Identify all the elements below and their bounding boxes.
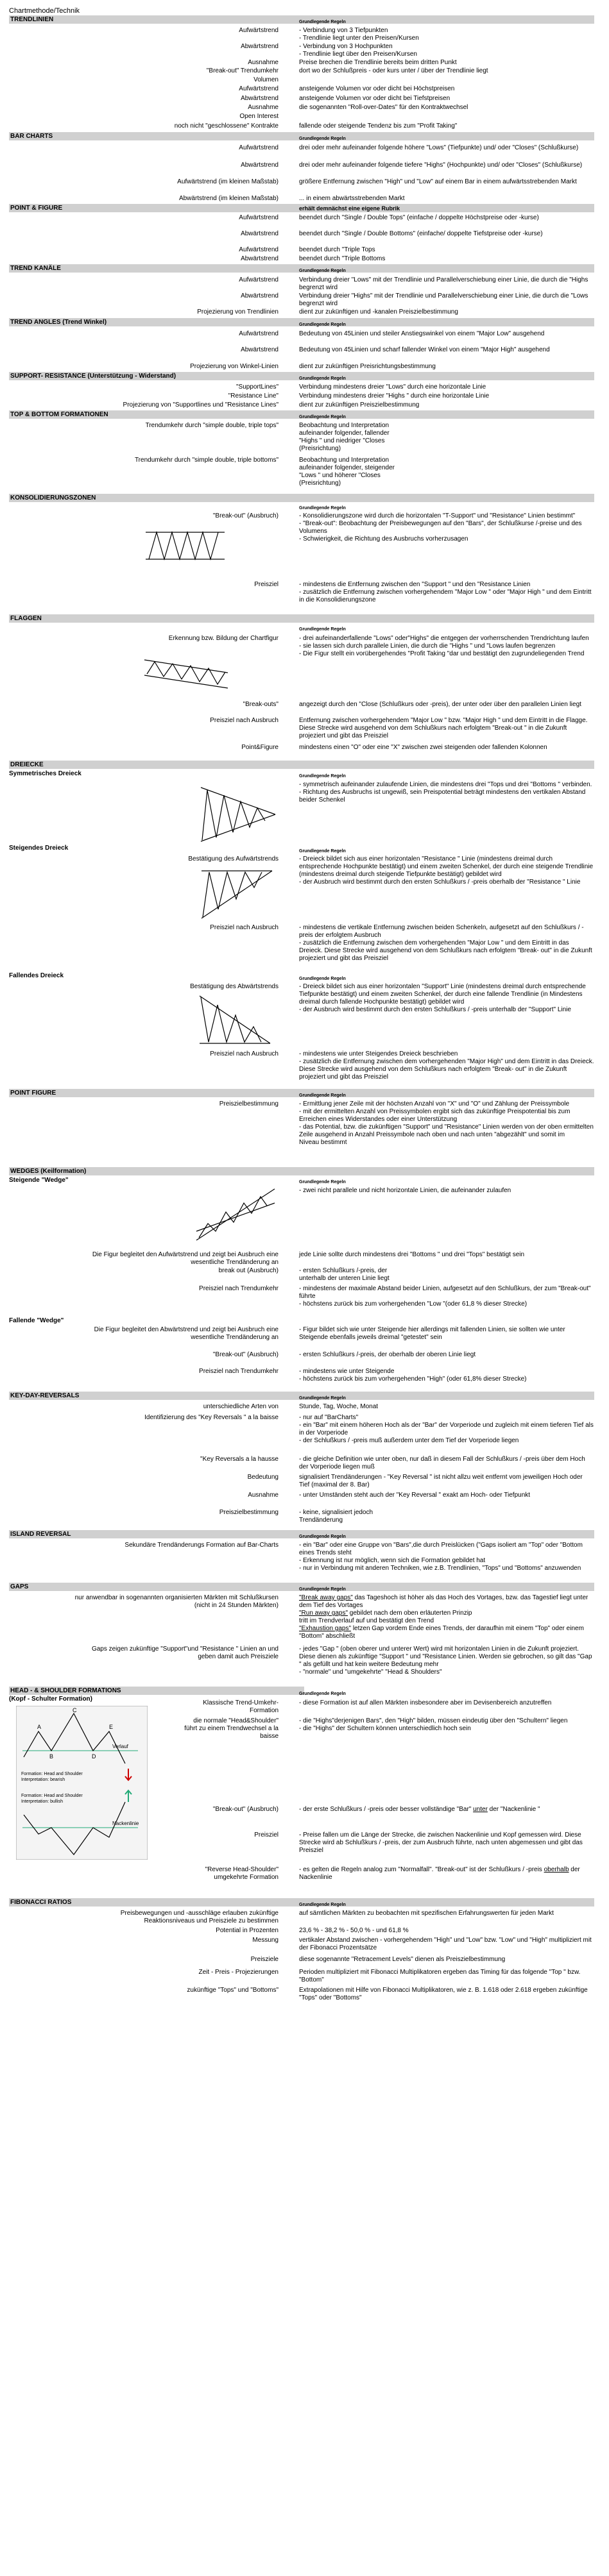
row-value: - drei aufeinanderfallende "Lows" oder"Highs" die entgegen der vorherrschenden Trendrichtung laufen - sie lassen sich durch parallele Linien, die durch die "Highs " und "Lows laufen begrenzen - Die Figur stellt ein vorübergehendes "Profit Taking "dar und bestätigt den zugrundeliegenden Trend xyxy=(299,635,589,657)
row-label: Aufwärtstrend xyxy=(239,276,279,283)
row-label: Potential in Prozenten xyxy=(216,1927,279,1934)
row-label: Abwärtstrend xyxy=(241,95,279,102)
gap-type-term: "Run away gaps" xyxy=(299,1610,348,1617)
column-header: Grundlegende Regeln xyxy=(299,376,346,381)
head-shoulder-figure xyxy=(16,1706,148,1860)
document-title: Chartmethode/Technik xyxy=(9,7,80,15)
row-label: "Break-out" (Ausbruch) xyxy=(212,1351,279,1358)
breakout-text: der "Nackenlinie " xyxy=(487,1806,540,1813)
row-label: Ausnahme xyxy=(248,104,279,111)
row-label: "Reverse Head-Shoulder" umgekehrte Formation xyxy=(205,1866,279,1881)
row-value: die sogenannten "Roll-over-Dates" für den Kontraktwechsel xyxy=(299,104,468,111)
row-value: diese sogenannte "Retracement Levels" dienen als Preiszielbestimmung xyxy=(299,1956,506,1963)
row-value: - ersten Schlußkurs /-preis, der oberhalb der oberen Linie liegt xyxy=(299,1351,476,1358)
row-label: Messung xyxy=(252,1937,279,1944)
reverse-emphasis: oberhalb xyxy=(544,1866,569,1873)
row-label: Ausnahme xyxy=(248,1492,279,1499)
legend-interpretation: Interpretation: bearish xyxy=(21,1778,65,1782)
consolidation-zone-figure xyxy=(142,525,229,567)
column-header: Grundlegende Regeln xyxy=(299,137,346,141)
row-value: - mindestens wie unter Steigende - höchstens zurück bis zum vorhergehenden "High" (oder 61,8% dieser Strecke) xyxy=(299,1368,527,1383)
subsection-title: Fallende "Wedge" xyxy=(9,1317,64,1324)
row-value: - mindestens der maximale Abstand beider Linien, aufgesetzt auf den Schlußkurs, der zum "Break-out" führte - höchstens zurück bis zum vorhergehenden "Low "(oder 61,8 % dieser Strecke) xyxy=(299,1285,591,1308)
row-value: - Preise fallen um die Länge der Strecke, die zwischen Nackenlinie und Kopf gemessen wird. Diese Strecke wird ab Schlußkurs / -preis, der zum Ausbruch führte, nach unten abgemessen und gibt das Preisziel xyxy=(299,1831,583,1854)
row-value: - mindestens die vertikale Entfernung zwischen beiden Schenkeln, aufgesetzt auf den Schlußkurs / -preis der erfolgtem Ausbruch - zusätzlich die Entfernung zwischen dem vorhergehenden "Major Low " und dem Eintritt in das Dreieck. Diese Strecke wird ausgehend von dem Schlußkurs nach erfolgtem "Break- out" in die Zukunft projeziert und gibt das Preisziel xyxy=(299,924,592,962)
gap-type-term: "Exhaustion gaps" xyxy=(299,1625,352,1632)
row-label: Die Figur begleitet den Aufwärtstrend und zeigt bei Ausbruch eine wesentliche Trendänderung an xyxy=(92,1251,279,1266)
section-top-bottom: TOP & BOTTOM FORMATIONEN xyxy=(9,410,594,419)
section-key-day-reversals: KEY-DAY-REVERSALS xyxy=(9,1392,594,1400)
row-label: Sekundäre Trendänderungs Formation auf Bar-Charts xyxy=(124,1542,279,1549)
neckline-label: Verlauf xyxy=(112,1744,128,1749)
row-value: ansteigende Volumen vor oder dicht bei Höchstpreisen xyxy=(299,85,455,92)
row-value: - diese Formation ist auf allen Märkten insbesondere aber im Devisenbereich anzutreffen xyxy=(299,1699,552,1706)
section-support-resistance: SUPPORT- RESISTANCE (Unterstützung - Widerstand) xyxy=(9,372,594,380)
row-label: Erkennung bzw. Bildung der Chartfigur xyxy=(168,635,279,642)
column-header: Grundlegende Regeln xyxy=(299,415,346,419)
gap-type-desc: letzen Gap vordem Ende eines Trends, der daraufhin mit einem "Top" oder einem "Bottom" abschließt xyxy=(299,1625,584,1640)
subsection-title: Steigendes Dreieck xyxy=(9,845,69,852)
row-label: Trendumkehr durch "simple double, triple tops" xyxy=(145,422,279,429)
row-label: Preisziel xyxy=(254,581,279,588)
row-label: Bedeutung xyxy=(247,1474,279,1481)
column-header: Grundlegende Regeln xyxy=(299,323,346,327)
subsection-title: Symmetrisches Dreieck xyxy=(9,770,81,777)
row-label: zukünftige "Tops" und "Bottoms" xyxy=(187,1987,279,1994)
row-value: - Verbindung von 3 Hochpunkten - Trendlinie liegt über den Preisen/Kursen xyxy=(299,43,417,58)
row-label: unterschiedliche Arten von xyxy=(203,1403,279,1410)
row-label: "Break-out" (Ausbruch) xyxy=(212,512,279,519)
row-value: beendet durch "Triple Bottoms xyxy=(299,255,386,262)
reverse-text: - es gelten die Regeln analog zum "Normalfall". "Break-out" ist der Schlußkurs / -preis xyxy=(299,1866,544,1873)
row-value: Verbindung mindestens dreier "Lows" durch eine horizontale Linie xyxy=(299,383,486,391)
row-value: - Konsolidierungszone wird durch die horizontalen "T-Support" und "Resistance" Linien bestimmt" - "Break-out": Beobachtung der Preisbewegungen auf den "Bars", der Schlußkurse /-preise und des Volumens - Schwierigkeit, die Richtung des Ausbruchs vorherzusagen xyxy=(299,512,582,543)
row-label: Point&Figure xyxy=(241,744,279,751)
row-label: Projezierung von "Supportlines und "Resistance Lines" xyxy=(123,401,279,408)
column-header: Grundlegende Regeln xyxy=(299,506,346,510)
row-value: - unter Umständen steht auch der "Key Reversal " exakt am Hoch- oder Tiefpunkt xyxy=(299,1492,531,1499)
column-header: Grundlegende Regeln xyxy=(299,627,346,632)
row-value: angezeigt durch den "Close (Schlußkurs oder -preis), der unter oder über den parallelen Linien liegt xyxy=(299,701,581,708)
row-value: - mindestens wie unter Steigendes Dreieck beschrieben - zusätzlich die Entfernung zwischen dem vorhergehenden "Major High" und dem Eintritt in das Dreieck. Diese Strecke wird ausgehend von dem Schlußkurs nach erfolgtem "Break- out" in die Zukunft projeziert und gibt das Preisziel xyxy=(299,1050,594,1081)
gap-type-term: "Break away gaps" xyxy=(299,1594,353,1601)
row-value: dient zur zukünftigen Preiszielbestimmung xyxy=(299,401,420,408)
section-trend-kanaele: TREND KANÄLE xyxy=(9,264,594,273)
row-value: Verbindung dreier "Lows" mit der Trendlinie und Parallelverschiebung einer Linie, die durch die "Highs begrenzt wird xyxy=(299,276,588,291)
row-value: 23,6 % - 38,2 % - 50,0 % - und 61,8 % xyxy=(299,1927,409,1934)
column-header: Grundlegende Regeln xyxy=(299,1396,346,1401)
column-header: Grundlegende Regeln xyxy=(299,774,346,779)
row-label: Preisziel nach Ausbruch xyxy=(210,717,279,724)
subsection-title: Steigende "Wedge" xyxy=(9,1177,69,1184)
row-label: Abwärtstrend xyxy=(241,292,279,299)
row-label: Aufwärtstrend xyxy=(239,27,279,34)
row-label: Aufwärtstrend xyxy=(239,85,279,92)
row-label: "Break-out" (Ausbruch) xyxy=(212,1806,279,1813)
row-label: Open Interest xyxy=(239,113,279,120)
subsection-title: (Kopf - Schulter Formation) xyxy=(9,1696,92,1703)
flag-figure xyxy=(138,651,234,696)
section-fibonacci: FIBONACCI RATIOS xyxy=(9,1898,594,1907)
row-value: - die "Highs"derjenigen Bars", den "High" bilden, müssen eindeutig über den "Schultern" liegen - die "Highs" der Schultern können unterschiedlich hoch sein xyxy=(299,1717,568,1732)
row-value: - Dreieck bildet sich aus einer horizontalen "Support" Linie (mindestens dreimal durch entsprechende Tiefpunkte bestätigt) und einem zweiten Schenkel, der durch eine fallende Trendlinie (in Mindestens dreimal durch fallende Hochpunkte bestätigt) gebildet wird - der Ausbruch wird bestimmt durch den ersten Schlußkurs / -preis unterhalb der "Support" Linie xyxy=(299,983,586,1013)
section-gaps: GAPS xyxy=(9,1583,594,1591)
row-value: Stunde, Tag, Woche, Monat xyxy=(299,1403,379,1410)
column-header: Grundlegende Regeln xyxy=(299,977,346,981)
row-value: Preise brechen die Trendlinie bereits beim dritten Punkt xyxy=(299,59,457,66)
row-label: Aufwärtstrend xyxy=(239,246,279,253)
row-label: Bestätigung des Abwärtstrends xyxy=(190,983,279,990)
row-value: - Figur bildet sich wie unter Steigende hier allerdings mit fallenden Linien, sie sollten wie unter Steigende ebenfalls jeweils dreimal "getestet" sein xyxy=(299,1326,565,1341)
legend-formation: Formation: Head and Shoulder xyxy=(21,1772,83,1776)
row-label: Aufwärtstrend xyxy=(239,330,279,337)
row-label: Die Figur begleitet den Abwärtstrend und zeigt bei Ausbruch eine wesentliche Trendänderung an xyxy=(94,1326,279,1341)
breakout-text: - der erste Schlußkurs / -preis oder besser vollständige "Bar" xyxy=(299,1806,474,1813)
row-value: - zwei nicht parallele und nicht horizontale Linien, die aufeinander zulaufen xyxy=(299,1187,511,1194)
row-label: Preisbewegungen und -ausschläge erlauben zukünftige Reaktionsniveaus und Preisziele zu bestimmen xyxy=(120,1910,279,1924)
row-label: Abwärtstrend xyxy=(241,162,279,169)
section-trend-angles: TREND ANGLES (Trend Winkel) xyxy=(9,318,594,326)
gap-type-desc: gebildet nach dem oben erläuterten Prinzip tritt im Trendverlauf auf und bestätigt den Trend xyxy=(299,1610,472,1624)
row-value: - Dreieck bildet sich aus einer horizontalen "Resistance " Linie (mindestens dreimal durch entsprechende Hochpunkte bestätigt) und einem zweiten Schenkel, der durch eine steigende Trendlinie (mindestens dreimal durch steigende Tiefpunkte bestätigt) gebildet wird - der Ausbruch wird bestimmt durch den ersten Schlußkurs / -preis oberhalb der "Resistance " Linie xyxy=(299,855,594,886)
column-header: Grundlegende Regeln xyxy=(299,1903,346,1907)
column-header: Grundlegende Regeln xyxy=(299,1093,346,1098)
row-label: noch nicht "geschlossene" Kontrakte xyxy=(174,122,279,130)
row-label: "SupportLines" xyxy=(236,383,279,391)
row-value: - ein "Bar" oder eine Gruppe von "Bars",die durch Preislücken ("Gaps isoliert am "Top" oder "Bottom eines Trends steht - Erkennung ist nur möglich, wenn sich die Formation gebildet hat - nur in Verbindung mit anderen Techniken, wie z.B. Trendlinien, "Tops" und "Bottoms" anzuwenden xyxy=(299,1542,583,1572)
row-value: Extrapolationen mit Hilfe von Fibonacci Multiplikatoren, wie z. B. 1.618 oder 2.618 ergeben zukünftige "Tops" oder "Bottoms" xyxy=(299,1987,588,2001)
row-value: fallende oder steigende Tendenz bis zum "Profit Taking" xyxy=(299,122,458,130)
row-value xyxy=(299,1806,594,1814)
row-label: Gaps zeigen zukünftige "Support"und "Resistance " Linien an und geben damit auch Preisziele xyxy=(91,1646,279,1660)
legend-interpretation: Interpretation: bullish xyxy=(21,1799,63,1804)
section-island-reversal: ISLAND REVERSAL xyxy=(9,1530,594,1538)
row-value: Beobachtung und Interpretation aufeinander folgender, steigender "Lows " und höherer "Closes (Preisrichtung) xyxy=(299,457,395,487)
subsection-title: Fallendes Dreieck xyxy=(9,972,64,979)
row-label: Aufwärtstrend xyxy=(239,214,279,221)
row-value: Bedeutung von 45Linien und steiler Anstiegswinkel von einem "Major Low" ausgehend xyxy=(299,330,545,337)
row-value: Beobachtung und Interpretation aufeinander folgender, fallender "Highs " und niedriger "Closes (Preisrichtung) xyxy=(299,422,390,452)
breakout-emphasis: unter xyxy=(473,1806,488,1813)
descending-triangle-figure xyxy=(196,991,273,1048)
row-label: Preiszielbestimmung xyxy=(219,1100,279,1107)
row-value xyxy=(299,1594,594,1640)
section-flaggen: FLAGGEN xyxy=(9,614,594,623)
row-value: - jedes "Gap " (oben oberer und unterer Wert) wird mit horizontalen Linien in die Zukunft projeziert. Diese dienen als zukünftige "Support " und "Resistance Linien. Werden sie gebrochen, so gilt das "Gap " als gefüllt und hat kein weitere Bedeutung mehr - "normale" und "umgekehrte" "Head & Shoulders" xyxy=(299,1646,592,1676)
column-header: Grundlegende Regeln xyxy=(299,20,346,24)
row-label: Preisziele xyxy=(250,1956,279,1963)
section-note: erhält demnächst eine eigene Rubrik xyxy=(299,205,400,212)
row-value: drei oder mehr aufeinander folgende höhere "Lows" (Tiefpunkte) und/ oder "Closes" (Schlußkurse) xyxy=(299,144,579,151)
row-value: mindestens einen "O" oder eine "X" zwischen zwei steigenden oder fallenden Kolonnen xyxy=(299,744,547,751)
point-label: C xyxy=(73,1707,77,1713)
row-label: Aufwärtstrend xyxy=(239,144,279,151)
row-value: größere Entfernung zwischen "High" und "Low" auf einem Bar in einem aufwärtsstrebenden Markt xyxy=(299,178,577,185)
row-label: Bestätigung des Aufwärtstrends xyxy=(188,855,279,863)
column-header: Grundlegende Regeln xyxy=(299,1535,346,1539)
row-value: - mindestens die Entfernung zwischen den "Support " und den "Resistance Linien - zusätzlich die Entfernung zwischen vorhergehendem "Major Low " oder "Major High " und dem Eintritt in die Konsolidierungszone xyxy=(299,581,592,603)
row-value: dort wo der Schlußpreis - oder kurs unter / über der Trendlinie liegt xyxy=(299,67,488,74)
row-label: Abwärtstrend xyxy=(241,346,279,353)
column-header: Grundlegende Regeln xyxy=(299,1692,346,1696)
row-label: Aufwärtstrend (im kleinen Maßstab) xyxy=(177,178,279,185)
legend-formation: Formation: Head and Shoulder xyxy=(21,1794,83,1798)
row-value: beendet durch "Single / Double Bottoms" (einfache/ doppelte Tiefstpreise oder -kurse) xyxy=(299,230,543,237)
column-header: Grundlegende Regeln xyxy=(299,269,346,273)
row-label: Trendumkehr durch "simple double, triple bottoms" xyxy=(134,457,279,464)
rising-wedge-figure xyxy=(193,1185,279,1244)
ascending-triangle-figure xyxy=(198,864,275,922)
row-value: drei oder mehr aufeinander folgende tiefere "Highs" (Hochpunkte) und/ oder "Closes" (Schlußkurse) xyxy=(299,162,583,169)
column-header: Grundlegende Regeln xyxy=(299,1180,346,1184)
row-value: - nur auf "BarCharts" - ein "Bar" mit einem höheren Hoch als der "Bar" der Vorperiode und zugleich mit einem tieferen Tief als in der Vorperiode - der Schlußkurs / -preis muß außerdem unter dem Tief der Vorperiode liegen xyxy=(299,1414,594,1444)
section-wedges: WEDGES (Keilformation) xyxy=(9,1167,594,1175)
row-label: Identifizierung des "Key Reversals " a la baisse xyxy=(144,1414,279,1421)
row-label: Preisziel nach Ausbruch xyxy=(210,1050,279,1057)
row-value: Entfernung zwischen vorhergehendem "Major Low " bzw. "Major High " und dem Eintritt in die Flagge. Diese Strecke wird ausgehend von dem Schlußkurs nach erfolgtem "Break-out " in die Zukunft projeziert und gibt das Preisziel xyxy=(299,717,588,739)
row-value: beendet durch "Triple Tops xyxy=(299,246,375,253)
row-value: dient zur zukünftigen Preisrichtungsbestimmung xyxy=(299,363,436,370)
section-trendlinien: TRENDLINIEN xyxy=(9,15,594,24)
row-label: Preisziel nach Trendumkehr xyxy=(199,1285,279,1292)
row-value: - Ermittlung jener Zeile mit der höchsten Anzahl von "X" und "O" und Zählung der Preissymbole - mit der ermittelten Anzahl von Preissymbolen ergibt sich das zukünftige Preispotential bis zum Erreichen eines Widerstandes oder einer Unterstützung - das Potential, bzw. die zukünftigen "Support" und "Resistance" Linien werden von der oben ermittelten Zeile ausgehend in Anzahl Preissymbole nach oben und nach unten "abgezählt" und somit im Niveau bestimmt xyxy=(299,1100,594,1146)
row-label: "Break-out" Trendumkehr xyxy=(206,67,279,74)
row-label: die normale "Head&Shoulder" führt zu einem Trendwechsel a la baisse xyxy=(184,1717,279,1740)
row-value: jede Linie sollte durch mindestens drei "Bottoms " und drei "Tops" bestätigt sein xyxy=(299,1251,525,1258)
column-header: Grundlegende Regeln xyxy=(299,1587,346,1592)
row-label: Abwärtstrend (im kleinen Maßstab) xyxy=(178,195,279,202)
section-head-shoulder: HEAD - & SHOULDER FORMATIONS xyxy=(9,1687,304,1695)
row-label: Abwärtstrend xyxy=(241,230,279,237)
row-value: Bedeutung von 45Linien und scharf fallender Winkel von einem "Major High" ausgehend xyxy=(299,346,550,353)
row-value: - ersten Schlußkurs /-preis, der unterhalb der unteren Linie liegt xyxy=(299,1267,390,1282)
row-label: Zeit - Preis - Projezierungen xyxy=(198,1969,279,1976)
row-value: Verbindung dreier "Highs" mit der Trendlinie und Parallelverschiebung einer Linie, die durch die "Lows begrenzt wird xyxy=(299,292,588,307)
row-value: ... in einem abwärtsstrebenden Markt xyxy=(299,195,405,202)
column-header: Grundlegende Regeln xyxy=(299,849,346,854)
point-label: B xyxy=(49,1753,54,1760)
row-value: - keine, signalisiert jedoch Trendänderung xyxy=(299,1509,373,1524)
point-label: A xyxy=(37,1724,42,1730)
row-label: "Resistance Line" xyxy=(228,392,279,400)
reverse-text: der Nackenlinie xyxy=(299,1866,580,1881)
row-label: nur anwendbar in sogenannten organisierten Märkten mit Schlußkursen (nicht in 24 Stunden Märkten) xyxy=(74,1594,279,1609)
row-label: Abwärtstrend xyxy=(241,43,279,50)
row-value: - symmetrisch aufeinander zulaufende Linien, die mindestens drei "Tops und drei "Bottoms " verbinden. - Richtung des Ausbruchs ist ungewiß, sein Preispotential beträgt mindestens den vertikalen Abstand beider Schenkel xyxy=(299,781,592,804)
row-value: - die gleiche Definition wie unter oben, nur daß in diesem Fall der Schlußkurs / -preis über dem Hoch der Vorperiode liegen muß xyxy=(299,1456,585,1470)
section-bar-charts: BAR CHARTS xyxy=(9,132,594,140)
row-label: Preisziel xyxy=(254,1831,279,1839)
point-label: D xyxy=(92,1753,96,1760)
row-value: Perioden multipliziert mit Fibonacci Multiplikatoren ergeben das Timing für das folgende "Top " bzw. "Bottom" xyxy=(299,1969,581,1983)
row-value: signalisiert Trendänderungen - "Key Reversal " ist nicht allzu weit entfernt vom jeweiligen Hoch oder Tief (maximal der 8. Bar) xyxy=(299,1474,583,1488)
section-dreiecke: DREIECKE xyxy=(9,761,594,769)
gap-type-desc: das Tageshoch ist höher als das Hoch des Vortages, bzw. das Tagestief liegt unter dem Tief des Vortages xyxy=(299,1594,588,1609)
section-konsolidierungszonen: KONSOLIDIERUNGSZONEN xyxy=(9,494,594,502)
row-label: Preisziel nach Ausbruch xyxy=(210,924,279,931)
row-value: Verbindung mindestens dreier "Highs " durch eine horizontale Linie xyxy=(299,392,490,400)
row-label: Volumen xyxy=(253,76,279,83)
row-label: Ausnahme xyxy=(248,59,279,66)
row-label: "Key Reversals a la hausse xyxy=(200,1456,279,1463)
symmetric-triangle-figure xyxy=(196,784,279,845)
row-label: Klassische Trend-Umkehr- Formation xyxy=(203,1699,279,1714)
row-label: Preiszielbestimmung xyxy=(219,1509,279,1516)
row-label: break out (Ausbruch) xyxy=(218,1267,279,1274)
section-point-figure-2: POINT FIGURE xyxy=(9,1089,594,1097)
row-label: Projezierung von Winkel-Linien xyxy=(190,363,279,370)
row-value: vertikaler Abstand zwischen - vorhergehendem "High" und "Low" bzw. "Low" und "High" multipliziert mit der Fibonacci Prozentsätze xyxy=(299,1937,592,1951)
row-value: ansteigende Volumen vor oder dicht bei Tiefstpreisen xyxy=(299,95,450,102)
point-label: E xyxy=(109,1724,114,1730)
row-value: - Verbindung von 3 Tiefpunkten - Trendlinie liegt unter den Preisen/Kursen xyxy=(299,27,419,42)
section-point-figure: POINT & FIGURE xyxy=(9,204,594,212)
row-label: Projezierung von Trendlinien xyxy=(197,308,279,316)
neckline-label: Nackenlinie xyxy=(112,1821,139,1826)
row-value xyxy=(299,1866,594,1881)
row-label: Preisziel nach Trendumkehr xyxy=(199,1368,279,1375)
row-value: beendet durch "Single / Double Tops" (einfache / doppelte Höchstpreise oder -kurse) xyxy=(299,214,539,221)
row-value: dient zur zukünftigen und -kanalen Preiszielbestimmung xyxy=(299,308,458,316)
row-label: "Break-outs" xyxy=(243,701,279,708)
row-value: auf sämtlichen Märkten zu beobachten mit spezifischen Erfahrungswerten für jeden Markt xyxy=(299,1910,554,1917)
row-label: Abwärtstrend xyxy=(241,255,279,262)
